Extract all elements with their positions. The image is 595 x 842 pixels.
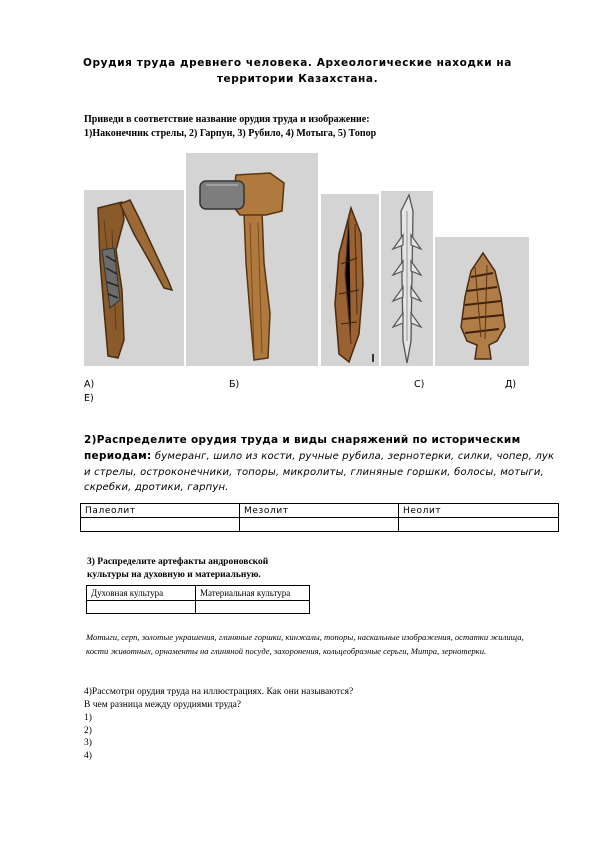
col-neolithic: Неолит [399, 504, 559, 518]
col-paleolithic: Палеолит [81, 504, 240, 518]
task2-list: бумеранг, шило из кости, ручные рубила, зернотерки, силки, чопер, лук и стрелы, остроконечники, топоры, микролиты, глиняные горшки, болосы, мотыги, скребки, дротики, гарпун. [84, 451, 555, 493]
hoe-illustration [84, 190, 184, 366]
axe-icon [186, 153, 318, 366]
chopper-icon [321, 194, 379, 366]
answer-cell-spiritual[interactable] [87, 601, 196, 614]
answer-cell-paleolithic[interactable] [81, 518, 240, 532]
task2-label: периодам: [84, 450, 152, 462]
chopper-illustration [321, 194, 379, 366]
page-title [0, 55, 595, 87]
task3-heading [87, 556, 268, 582]
table-row [87, 601, 310, 614]
answer-line-2: 2) [84, 725, 92, 736]
periods-table [80, 503, 559, 532]
task2-heading: 2)Распределите орудия труда и виды снаряжений по историческим [84, 434, 521, 446]
table-header-row [81, 504, 559, 518]
task4-line-1: 4)Рассмотри орудия труда на иллюстрациях. Как они называются? [84, 687, 354, 697]
title-line-2: территории Казахстана. [216, 73, 379, 85]
task4-line-2: В чем разница между орудиями труда? [84, 699, 242, 710]
col-material: Материальная культура [196, 586, 310, 601]
task4-block [84, 686, 353, 762]
task1-block [84, 113, 376, 141]
answer-line-1: 1) [84, 713, 92, 723]
answer-cell-neolithic[interactable] [399, 518, 559, 532]
arrowhead-illustration [435, 237, 529, 366]
task3-heading-line-2: культуры на духовную и материальную. [87, 570, 261, 580]
answer-line-4: 4) [84, 750, 92, 761]
task3-list: Мотыги, серп, золотые украшения, глиняные горшки, кинжалы, топоры, наскальные изображения, остатки жилища, кости животных, орнаменты на глиняной посуде, захоронения, кольцеобразные серьги, Митра, зернотерки. [86, 632, 524, 656]
arrowhead-icon [435, 237, 529, 366]
hoe-icon [84, 190, 184, 366]
title-line-1: Орудия труда древнего человека. Археологические находки на [83, 57, 512, 69]
label-b: Б) [229, 379, 240, 390]
label-d: Д) [505, 379, 517, 390]
table-header-row [87, 586, 310, 601]
harpoon-icon [381, 191, 433, 366]
task1-items: 1)Наконечник стрелы, 2) Гарпун, 3) Рубило, 4) Мотыга, 5) Топор [84, 128, 377, 139]
answer-cell-mesolithic[interactable] [240, 518, 399, 532]
culture-table [86, 585, 310, 614]
task2-list-block [84, 449, 564, 496]
label-e: Е) [84, 393, 94, 404]
answer-cell-material[interactable] [196, 601, 310, 614]
label-c: С) [414, 379, 425, 390]
axe-illustration [186, 153, 318, 366]
answer-line-3: 3) [84, 738, 92, 748]
label-a: А) [84, 379, 95, 390]
col-mesolithic: Мезолит [240, 504, 399, 518]
task3-heading-line-1: 3) Распределите артефакты андроновской [87, 557, 269, 567]
task1-heading: Приведи в соответствие название орудия труда и изображение: [84, 114, 370, 125]
col-spiritual: Духовная культура [87, 586, 196, 601]
table-row [81, 518, 559, 532]
harpoon-illustration [381, 191, 433, 366]
